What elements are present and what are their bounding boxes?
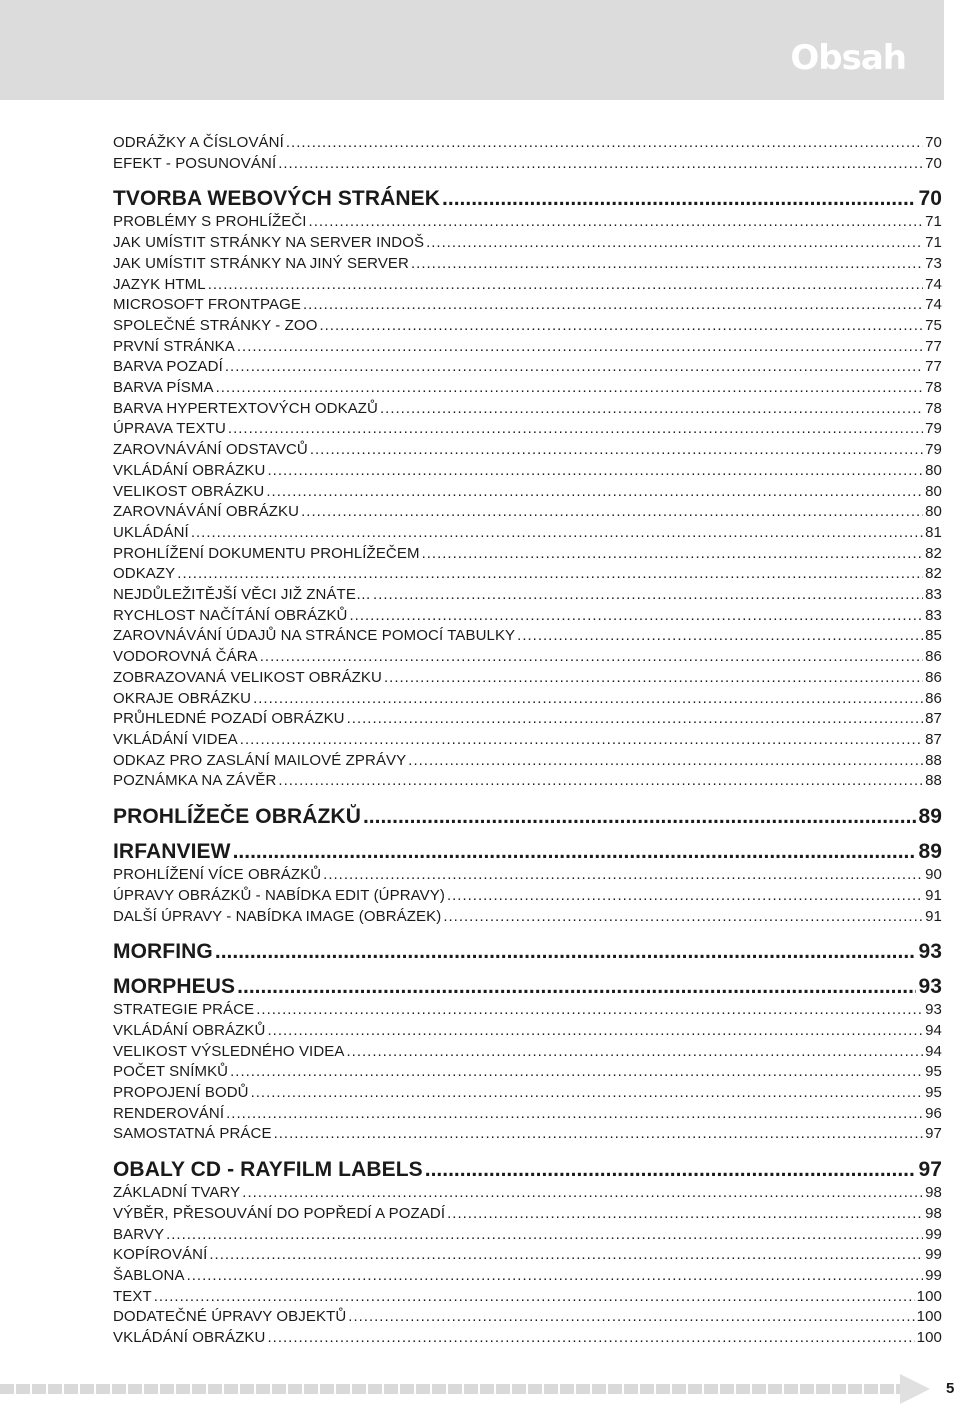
toc-entry-label: NEJDŮLEŽITĚJŠÍ VĚCI JIŽ ZNÁTE… — [113, 586, 372, 604]
toc-dot-leader — [187, 1266, 924, 1287]
toc-entry-page: 97 — [918, 1158, 942, 1182]
toc-entry-page: 98 — [925, 1184, 942, 1202]
toc-entry-label: PROHLÍŽENÍ VÍCE OBRÁZKŮ — [113, 866, 322, 884]
toc-section[interactable] — [113, 804, 942, 830]
toc-entry-label: PROPOJENÍ BODŮ — [113, 1084, 249, 1102]
toc-dot-leader — [278, 154, 923, 175]
toc-dot-leader — [286, 133, 923, 154]
toc-entry-page: 81 — [925, 523, 942, 541]
toc-dot-leader — [422, 544, 924, 565]
toc-entry[interactable] — [113, 1124, 942, 1145]
toc-entry[interactable] — [113, 154, 942, 175]
toc-entry-page: 90 — [925, 866, 942, 884]
toc-dot-leader — [425, 1157, 917, 1183]
toc-entry[interactable] — [113, 564, 942, 585]
toc-entry-label: PROBLÉMY S PROHLÍŽEČI — [113, 213, 307, 231]
toc-entry[interactable] — [113, 585, 942, 606]
toc-entry-label: ŠABLONA — [113, 1266, 185, 1284]
toc-entry[interactable] — [113, 1104, 942, 1125]
toc-entry-page: 100 — [916, 1287, 942, 1305]
toc-entry-page: 95 — [925, 1063, 942, 1081]
toc-entry[interactable] — [113, 1000, 942, 1021]
toc-dot-leader — [267, 1328, 914, 1349]
toc-section[interactable] — [113, 186, 942, 212]
toc-entry-label: JAK UMÍSTIT STRÁNKY NA JINÝ SERVER — [113, 254, 409, 272]
toc-entry-label: VKLÁDÁNÍ OBRÁZKU — [113, 461, 266, 479]
toc-entry[interactable] — [113, 254, 942, 275]
toc-entry-page: 98 — [925, 1204, 942, 1222]
toc-entry-page: 93 — [918, 975, 942, 999]
toc-entry-label: BARVA POZADÍ — [113, 358, 223, 376]
toc-entry-label: PRVNÍ STRÁNKA — [113, 337, 235, 355]
toc-entry-page: 71 — [925, 213, 942, 231]
toc-entry[interactable] — [113, 275, 942, 296]
toc-dot-leader — [237, 974, 916, 1000]
toc-dot-leader — [228, 419, 923, 440]
toc-entry-page: 96 — [925, 1104, 942, 1122]
toc-entry[interactable] — [113, 1266, 942, 1287]
toc-entry-label: IRFANVIEW — [113, 840, 231, 864]
toc-dot-leader — [310, 440, 923, 461]
footer-stripe — [0, 1384, 900, 1394]
toc-dot-leader — [256, 1000, 923, 1021]
toc-entry[interactable] — [113, 771, 942, 792]
toc-entry-page: 79 — [925, 441, 942, 459]
toc-entry-page: 75 — [925, 316, 942, 334]
toc-entry-label: ZAROVNÁVÁNÍ ÚDAJŮ NA STRÁNCE POMOCÍ TABULKY — [113, 627, 516, 645]
toc-dot-leader — [208, 275, 923, 296]
toc-entry-page: 93 — [918, 940, 942, 964]
toc-entry-label: ÚPRAVA TEXTU — [113, 420, 226, 438]
toc-entry-label: TVORBA WEBOVÝCH STRÁNEK — [113, 187, 441, 211]
toc-entry-label: JAK UMÍSTIT STRÁNKY NA SERVER INDOŠ — [113, 234, 425, 252]
toc-entry-label: DODATEČNÉ ÚPRAVY OBJEKTŮ — [113, 1308, 347, 1326]
toc-dot-leader — [166, 1225, 923, 1246]
toc-entry-label: ZAROVNÁVÁNÍ OBRÁZKU — [113, 503, 300, 521]
toc-dot-leader — [274, 1124, 924, 1145]
toc-dot-leader — [443, 907, 923, 928]
toc-entry-page: 99 — [925, 1225, 942, 1243]
toc-entry-label: SAMOSTATNÁ PRÁCE — [113, 1125, 272, 1143]
toc-entry-page: 93 — [925, 1001, 942, 1019]
toc-entry-page: 99 — [925, 1246, 942, 1264]
toc-entry[interactable] — [113, 647, 942, 668]
toc-dot-leader — [251, 1083, 924, 1104]
toc-dot-leader — [348, 1307, 914, 1328]
toc-dot-leader — [242, 1183, 923, 1204]
toc-entry[interactable] — [113, 689, 942, 710]
toc-entry[interactable] — [113, 502, 942, 523]
toc-entry[interactable] — [113, 626, 942, 647]
toc-entry-page: 83 — [925, 586, 942, 604]
toc-entry[interactable] — [113, 440, 942, 461]
toc-entry[interactable] — [113, 886, 942, 907]
toc-entry[interactable] — [113, 357, 942, 378]
toc-entry[interactable] — [113, 1245, 942, 1266]
toc-dot-leader — [442, 186, 916, 212]
toc-entry-page: 94 — [925, 1021, 942, 1039]
toc-entry[interactable] — [113, 1083, 942, 1104]
toc-entry-label: ODRÁŽKY A ČÍSLOVÁNÍ — [113, 134, 284, 151]
toc-entry-page: 85 — [925, 627, 942, 645]
toc-entry-label: RENDEROVÁNÍ — [113, 1104, 225, 1122]
toc-entry[interactable] — [113, 419, 942, 440]
toc-entry-page: 80 — [925, 461, 942, 479]
toc-dot-leader — [408, 751, 923, 772]
toc-entry-page: 100 — [916, 1308, 942, 1326]
toc-entry-page: 70 — [918, 187, 942, 211]
toc-entry[interactable] — [113, 212, 942, 233]
toc-entry-page: 70 — [925, 134, 942, 151]
toc-dot-leader — [363, 804, 916, 830]
toc-entry-page: 82 — [925, 544, 942, 562]
toc-entry-page: 74 — [925, 296, 942, 314]
toc-entry-page: 86 — [925, 689, 942, 707]
toc-entry[interactable] — [113, 1307, 942, 1328]
toc-dot-leader — [177, 564, 923, 585]
toc-entry[interactable] — [113, 133, 942, 154]
table-of-contents — [113, 133, 942, 1349]
toc-entry[interactable] — [113, 337, 942, 358]
toc-entry[interactable] — [113, 482, 942, 503]
toc-entry[interactable] — [113, 709, 942, 730]
toc-entry[interactable] — [113, 1328, 942, 1349]
toc-entry[interactable] — [113, 295, 942, 316]
toc-entry-page: 79 — [925, 420, 942, 438]
toc-entry-label: ÚPRAVY OBRÁZKŮ - NABÍDKA EDIT (ÚPRAVY) — [113, 886, 445, 904]
toc-dot-leader — [209, 1245, 923, 1266]
toc-entry-page: 95 — [925, 1084, 942, 1102]
toc-entry[interactable] — [113, 1021, 942, 1042]
toc-dot-leader — [191, 523, 923, 544]
toc-entry[interactable] — [113, 399, 942, 420]
toc-entry-page: 74 — [925, 275, 942, 293]
toc-dot-leader — [226, 1104, 923, 1125]
toc-entry-label: ODKAZ PRO ZASLÁNÍ MAILOVÉ ZPRÁVY — [113, 751, 407, 769]
toc-dot-leader — [346, 1042, 923, 1063]
toc-entry-page: 80 — [925, 482, 942, 500]
toc-dot-leader — [233, 839, 917, 865]
toc-entry[interactable] — [113, 1183, 942, 1204]
toc-entry[interactable] — [113, 606, 942, 627]
toc-dot-leader — [350, 606, 924, 627]
toc-dot-leader — [154, 1287, 915, 1308]
toc-entry-label: ZAROVNÁVÁNÍ ODSTAVCŮ — [113, 441, 308, 459]
toc-entry[interactable] — [113, 751, 942, 772]
toc-entry-page: 71 — [925, 234, 942, 252]
toc-dot-leader — [384, 668, 923, 689]
toc-dot-leader — [323, 865, 923, 886]
toc-entry-page: 70 — [925, 154, 942, 172]
toc-entry-page: 97 — [925, 1125, 942, 1143]
footer-arrow-icon — [900, 1374, 930, 1404]
toc-entry[interactable] — [113, 461, 942, 482]
toc-entry-page: 99 — [925, 1266, 942, 1284]
toc-entry[interactable] — [113, 865, 942, 886]
toc-dot-leader — [373, 585, 923, 606]
toc-entry-label: OBALY CD - RAYFILM LABELS — [113, 1158, 423, 1182]
toc-section[interactable] — [113, 1157, 942, 1183]
toc-dot-leader — [266, 482, 923, 503]
toc-entry-label: BARVY — [113, 1225, 165, 1243]
toc-dot-leader — [216, 378, 924, 399]
toc-dot-leader — [301, 502, 923, 523]
toc-entry-page: 87 — [925, 710, 942, 728]
toc-dot-leader — [347, 709, 924, 730]
toc-entry-label: PROHLÍŽEČE OBRÁZKŮ — [113, 805, 361, 829]
toc-entry-label: OKRAJE OBRÁZKU — [113, 689, 252, 707]
toc-entry[interactable] — [113, 233, 942, 254]
toc-dot-leader — [517, 626, 923, 647]
toc-dot-leader — [447, 1204, 923, 1225]
toc-entry-label: POZNÁMKA NA ZÁVĚR — [113, 772, 277, 790]
toc-entry-label: UKLÁDÁNÍ — [113, 523, 189, 541]
toc-entry[interactable] — [113, 1204, 942, 1225]
toc-entry-label: EFEKT - POSUNOVÁNÍ — [113, 154, 277, 172]
toc-dot-leader — [225, 357, 923, 378]
toc-entry-label: POČET SNÍMKŮ — [113, 1063, 229, 1081]
toc-dot-leader — [215, 939, 917, 965]
toc-entry[interactable] — [113, 316, 942, 337]
toc-entry-label: VELIKOST OBRÁZKU — [113, 482, 265, 500]
toc-entry-label: DALŠÍ ÚPRAVY - NABÍDKA IMAGE (OBRÁZEK) — [113, 907, 442, 925]
toc-entry-page: 86 — [925, 668, 942, 686]
toc-entry-label: PRŮHLEDNÉ POZADÍ OBRÁZKU — [113, 710, 345, 728]
toc-entry-page: 88 — [925, 751, 942, 769]
toc-entry[interactable] — [113, 544, 942, 565]
toc-dot-leader — [411, 254, 923, 275]
toc-entry-label: VKLÁDÁNÍ VIDEA — [113, 730, 238, 748]
toc-entry-page: 91 — [925, 886, 942, 904]
toc-entry-page: 88 — [925, 772, 942, 790]
page-number: 5 — [946, 1380, 955, 1397]
toc-entry[interactable] — [113, 907, 942, 928]
toc-entry-page: 86 — [925, 648, 942, 666]
toc-dot-leader — [237, 337, 923, 358]
toc-entry-label: KOPÍROVÁNÍ — [113, 1246, 208, 1264]
toc-entry[interactable] — [113, 1062, 942, 1083]
toc-dot-leader — [267, 1021, 923, 1042]
toc-entry-page: 94 — [925, 1042, 942, 1060]
toc-entry-label: VELIKOST VÝSLEDNÉHO VIDEA — [113, 1042, 345, 1060]
toc-entry[interactable] — [113, 1042, 942, 1063]
toc-entry-page: 87 — [925, 730, 942, 748]
toc-entry-label: MICROSOFT FRONTPAGE — [113, 296, 302, 314]
toc-entry[interactable] — [113, 668, 942, 689]
toc-entry-label: SPOLEČNÉ STRÁNKY - ZOO — [113, 316, 318, 334]
toc-dot-leader — [253, 689, 923, 710]
toc-entry-page: 80 — [925, 503, 942, 521]
toc-dot-leader — [447, 886, 923, 907]
toc-entry-label: VKLÁDÁNÍ OBRÁZKŮ — [113, 1021, 266, 1039]
toc-entry-page: 91 — [925, 907, 942, 925]
toc-section[interactable] — [113, 839, 942, 865]
toc-entry-label: MORFING — [113, 940, 213, 964]
toc-entry[interactable] — [113, 730, 942, 751]
toc-entry-label: VKLÁDÁNÍ OBRÁZKU — [113, 1329, 266, 1347]
header-band — [0, 0, 944, 100]
toc-entry-page: 73 — [925, 254, 942, 272]
toc-entry[interactable] — [113, 1225, 942, 1246]
toc-dot-leader — [230, 1062, 923, 1083]
toc-entry-label: BARVA HYPERTEXTOVÝCH ODKAZŮ — [113, 399, 378, 417]
toc-entry-label: STRATEGIE PRÁCE — [113, 1001, 255, 1019]
toc-entry-page: 77 — [925, 337, 942, 355]
toc-entry-label: ZOBRAZOVANÁ VELIKOST OBRÁZKU — [113, 668, 382, 686]
toc-entry-label: VODOROVNÁ ČÁRA — [113, 648, 258, 666]
page-title: Obsah — [790, 38, 906, 78]
toc-entry[interactable] — [113, 523, 942, 544]
toc-entry[interactable] — [113, 378, 942, 399]
toc-entry-page: 77 — [925, 358, 942, 376]
toc-dot-leader — [319, 316, 923, 337]
toc-entry-label: VÝBĚR, PŘESOUVÁNÍ DO POPŘEDÍ A POZADÍ — [113, 1204, 446, 1222]
toc-entry[interactable] — [113, 1287, 942, 1308]
toc-entry-page: 89 — [918, 805, 942, 829]
toc-entry-label: RYCHLOST NAČÍTÁNÍ OBRÁZKŮ — [113, 606, 348, 624]
toc-section[interactable] — [113, 974, 942, 1000]
toc-dot-leader — [380, 399, 923, 420]
toc-entry-label: BARVA PÍSMA — [113, 379, 214, 397]
toc-entry-page: 100 — [916, 1329, 942, 1347]
toc-entry-label: JAZYK HTML — [113, 275, 206, 293]
toc-entry-label: ODKAZY — [113, 565, 176, 583]
toc-entry-page: 83 — [925, 606, 942, 624]
toc-entry-label: TEXT — [113, 1287, 152, 1305]
toc-dot-leader — [240, 730, 923, 751]
toc-dot-leader — [426, 233, 923, 254]
toc-section[interactable] — [113, 939, 942, 965]
toc-entry-page: 82 — [925, 565, 942, 583]
toc-dot-leader — [309, 212, 924, 233]
toc-dot-leader — [278, 771, 923, 792]
toc-entry-page: 78 — [925, 379, 942, 397]
toc-dot-leader — [303, 295, 923, 316]
toc-entry-label: PROHLÍŽENÍ DOKUMENTU PROHLÍŽEČEM — [113, 544, 420, 562]
toc-dot-leader — [260, 647, 923, 668]
toc-entry-label: ZÁKLADNÍ TVARY — [113, 1184, 241, 1202]
toc-entry-page: 89 — [918, 840, 942, 864]
toc-entry-page: 78 — [925, 399, 942, 417]
toc-entry-label: MORPHEUS — [113, 975, 236, 999]
toc-dot-leader — [267, 461, 923, 482]
